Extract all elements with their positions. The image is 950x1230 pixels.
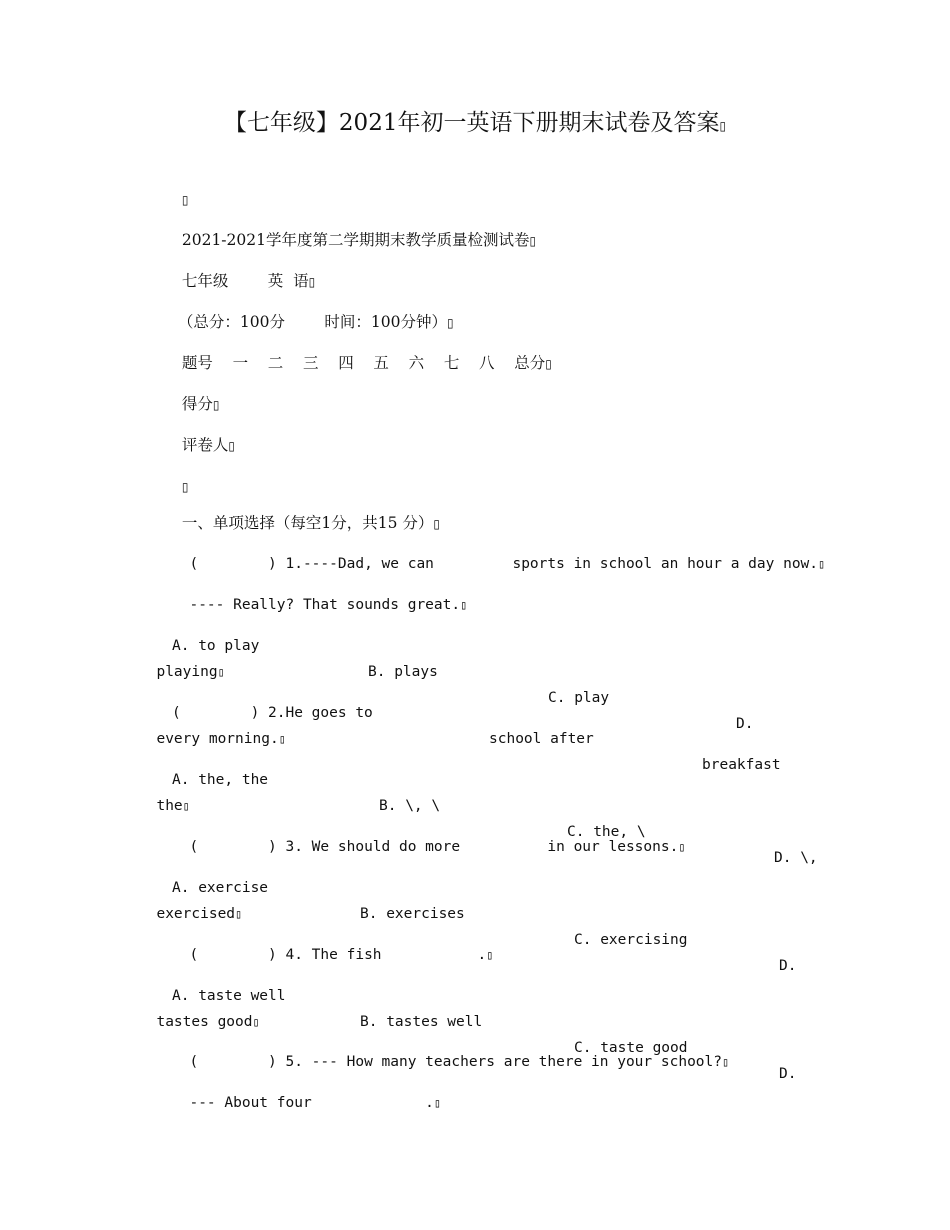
- paragraph-mark-icon: ▯: [545, 357, 552, 371]
- question-3-option-d-wrap: exercised▯: [139, 875, 242, 927]
- option-a: A. taste well: [172, 988, 286, 1004]
- paragraph-mark-icon: ▯: [228, 439, 235, 453]
- question-3-stem: ( ) 3. We should do more in our lessons.▯: [172, 808, 686, 860]
- paragraph-mark-icon: ▯: [486, 948, 494, 962]
- score-time: （总分：100分 时间：100分钟）▯: [168, 283, 454, 336]
- paragraph-mark-icon: ▯: [433, 1096, 442, 1110]
- paragraph-mark-icon: ▯: [460, 598, 468, 612]
- option-d: D.: [779, 1066, 797, 1082]
- paragraph-mark-icon: ▯: [212, 398, 220, 412]
- question-4-option-d-wrap: tastes good▯: [139, 983, 260, 1035]
- paragraph-mark-icon: ▯: [217, 665, 225, 679]
- paragraph-mark-icon: ▯: [308, 275, 316, 289]
- option-c: C. play: [548, 690, 610, 706]
- question-4-stem: ( ) 4. The fish .▯: [172, 916, 494, 968]
- paragraph-mark-icon: ▯: [446, 316, 454, 330]
- question-5-reply: --- About four .▯: [172, 1064, 441, 1116]
- question-2-stem: ( ) 2.He goes to school after breakfast: [172, 705, 781, 773]
- option-b: B. tastes well: [360, 1014, 483, 1030]
- option-b: B. plays: [368, 664, 438, 680]
- section-heading: 一、单项选择（每空1分，共15 分）▯: [172, 484, 440, 537]
- paragraph-mark-icon: ▯: [529, 234, 537, 248]
- paragraph-mark-icon: ▯: [182, 799, 190, 813]
- option-a: A. to play: [172, 638, 260, 654]
- exam-name: 2021-2021学年度第二学期期末教学质量检测试卷▯: [172, 201, 536, 254]
- option-c: C. the, \: [567, 824, 646, 840]
- option-d: D. \,: [774, 850, 818, 866]
- option-b: B. \, \: [379, 798, 441, 814]
- paragraph-mark-icon: ▯: [433, 517, 440, 531]
- option-b: B. exercises: [360, 906, 465, 922]
- question-2-stem-wrap: every morning.▯: [139, 700, 286, 752]
- grade-subject: 七年级 英 语▯: [172, 242, 315, 295]
- paragraph-mark-icon: ▯: [721, 1055, 730, 1069]
- title-text: 【七年级】2021年初一英语下册期末试卷及答案: [223, 110, 720, 136]
- paragraph-mark-icon: ▯: [252, 1015, 260, 1029]
- question-1-stem: ( ) 1.----Dad, we can sports in school an hour a day now.▯: [172, 525, 825, 577]
- option-a: A. exercise: [172, 880, 269, 896]
- option-c: C. taste good: [574, 1040, 688, 1056]
- option-a: A. the, the: [172, 772, 269, 788]
- question-1-option-d-wrap: playing▯: [139, 633, 225, 685]
- paragraph-mark-icon: ▯: [678, 840, 686, 854]
- paragraph-mark-icon: ▯: [719, 119, 727, 133]
- question-5-stem: ( ) 5. --- How many teachers are there in your school?▯: [172, 1023, 729, 1075]
- paragraph-mark-icon: ▯: [818, 557, 826, 571]
- paragraph-mark-icon: ▯: [181, 193, 189, 207]
- option-c: C. exercising: [574, 932, 688, 948]
- option-d: D.: [779, 958, 797, 974]
- question-2-option-d-wrap: the▯: [139, 767, 190, 819]
- paragraph-mark-icon: ▯: [278, 732, 286, 746]
- grader-row-label: 评卷人▯: [172, 406, 235, 459]
- score-table-header: 题号 一 二 三 四 五 六 七 八 总分▯: [172, 324, 552, 377]
- paragraph-mark-icon: ▯: [235, 907, 243, 921]
- page-title: [0, 104, 950, 137]
- question-1-reply: ---- Really? That sounds great.▯: [172, 566, 467, 618]
- paragraph-mark-icon: ▯: [181, 480, 189, 494]
- score-row-label: 得分▯: [172, 365, 219, 418]
- option-d: D.: [736, 716, 754, 732]
